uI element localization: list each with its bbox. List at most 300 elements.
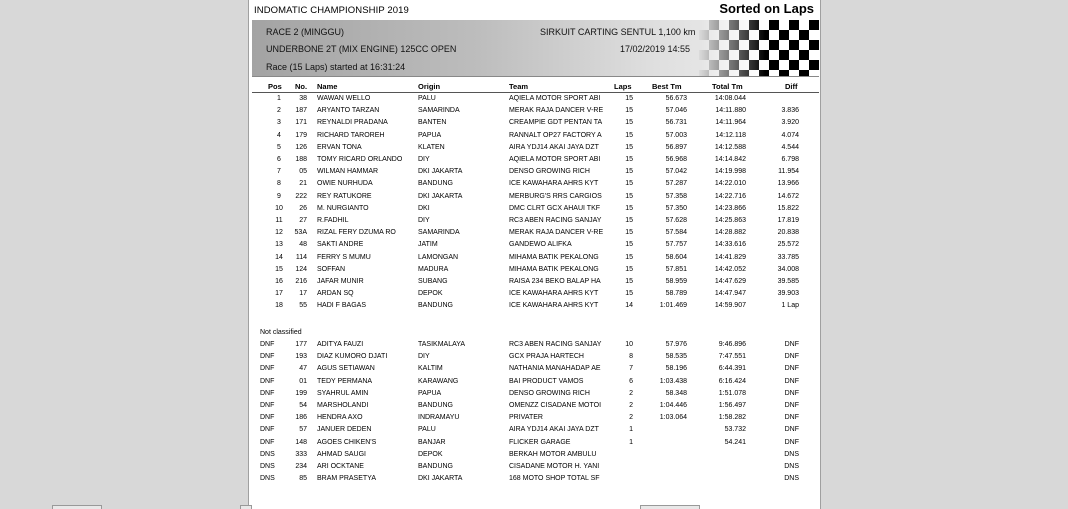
cell-team: RC3 ABEN RACING SANJAY — [509, 217, 602, 224]
cell-laps: 15 — [625, 107, 633, 115]
cell-pos: DNS — [260, 450, 275, 458]
cell-number: 177 — [295, 341, 307, 348]
cell-number: 57 — [299, 426, 307, 434]
cell-diff: DNF — [784, 414, 799, 422]
cell-name: WILMAN HAMMAR — [317, 168, 379, 176]
cell-name: BRAM PRASETYA — [317, 475, 376, 483]
race-start: Race (15 Laps) started at 16:31:24 — [266, 62, 406, 72]
cell-best-time: 58.535 — [665, 353, 687, 361]
cell-laps: 2 — [629, 389, 633, 397]
table-row — [249, 266, 820, 278]
cell-team: AQIELA MOTOR SPORT ABI — [509, 156, 601, 163]
cell-number: 333 — [295, 450, 307, 458]
cell-total-time: 6:16.424 — [718, 377, 746, 385]
cell-team: DMC CLRT GCX AHAUI TKF — [509, 204, 601, 212]
cell-team: AIRA YDJ14 AKAI JAYA DZT — [509, 426, 599, 434]
cell-team: 168 MOTO SHOP TOTAL SF — [509, 475, 600, 483]
cell-team: RANNALT OP27 FACTORY A — [509, 131, 602, 139]
not-classified-label: Not classified — [260, 329, 302, 336]
cell-pos: DNS — [260, 463, 275, 470]
checkered-flag-icon — [699, 20, 819, 76]
cell-origin: PALU — [418, 426, 436, 434]
cell-pos: 4 — [277, 131, 281, 139]
cell-laps: 10 — [625, 341, 633, 348]
col-team: Team — [509, 82, 529, 91]
cell-pos: 11 — [275, 217, 283, 224]
cell-origin: DEPOK — [418, 290, 443, 298]
cell-pos: 10 — [275, 204, 283, 212]
cell-origin: DKI JAKARTA — [418, 192, 463, 200]
cell-best-time: 58.789 — [665, 290, 687, 298]
cell-total-time: 14:22.010 — [714, 180, 746, 188]
cell-best-time: 57.358 — [665, 192, 687, 200]
cell-origin: DKI JAKARTA — [418, 475, 463, 483]
title-bar — [249, 0, 820, 20]
cell-laps: 15 — [625, 253, 633, 261]
header-divider — [252, 76, 819, 77]
cell-pos: DNF — [260, 402, 275, 409]
cell-best-time: 57.003 — [665, 131, 687, 139]
cell-pos: DNS — [260, 475, 275, 483]
cell-laps: 14 — [625, 302, 633, 310]
cell-diff: 33.785 — [777, 253, 799, 261]
race-header — [252, 20, 819, 76]
cell-total-time: 14:12.118 — [715, 131, 746, 139]
cell-name: REY RATUKORE — [317, 192, 372, 200]
table-row — [249, 353, 820, 365]
col-no: No. — [295, 82, 308, 91]
cell-number: 126 — [295, 143, 307, 151]
cell-best-time: 58.959 — [665, 278, 687, 285]
cell-name: JAFAR MUNIR — [317, 278, 364, 285]
cell-total-time: 14:47.629 — [714, 278, 746, 285]
cell-laps: 15 — [625, 217, 633, 224]
cell-best-time: 58.348 — [665, 389, 687, 397]
cell-number: 216 — [295, 278, 307, 285]
cell-team: RAISA 234 BEKO BALAP HA — [509, 278, 601, 285]
cell-number: 01 — [299, 377, 307, 385]
cell-laps: 15 — [625, 180, 633, 188]
cell-number: 187 — [295, 107, 307, 115]
cell-total-time: 1:58.282 — [718, 414, 746, 422]
cell-pos: 1 — [277, 95, 281, 102]
cell-diff: DNF — [784, 389, 799, 397]
table-row — [249, 414, 820, 426]
cell-origin: MADURA — [418, 265, 449, 273]
cell-number: 21 — [299, 180, 307, 188]
cell-pos: 9 — [277, 192, 281, 200]
cell-origin: BANDUNG — [418, 180, 454, 188]
cell-best-time: 57.628 — [665, 217, 687, 224]
cell-number: 188 — [295, 156, 307, 163]
table-row — [249, 365, 820, 377]
cell-best-time: 57.046 — [665, 107, 687, 115]
cell-team: OMENZZ CISADANE MOTOI — [509, 402, 602, 409]
cell-total-time: 14:25.863 — [714, 217, 746, 224]
cell-name: TOMY RICARD ORLANDO — [317, 156, 403, 163]
cell-best-time: 57.584 — [665, 229, 687, 237]
cell-team: MIHAMA BATIK PEKALONG — [509, 265, 599, 273]
cell-number: 148 — [295, 438, 307, 446]
cell-laps: 8 — [629, 353, 633, 361]
cell-best-time: 56.897 — [665, 143, 687, 151]
cell-laps: 15 — [625, 168, 633, 176]
cell-pos: DNF — [260, 353, 275, 361]
cell-origin: KARAWANG — [418, 377, 459, 385]
cell-team: GANDEWO ALIFKA — [509, 241, 572, 249]
cell-name: FERRY S MUMU — [317, 253, 371, 261]
cell-laps: 15 — [625, 95, 633, 102]
cell-best-time: 1:01.469 — [659, 302, 687, 310]
cell-number: 53A — [294, 229, 307, 237]
cell-diff: 3.920 — [781, 119, 799, 127]
cell-pos: 15 — [275, 265, 283, 273]
cell-number: 26 — [299, 204, 307, 212]
table-row — [249, 156, 820, 168]
cell-name: WAWAN WELLO — [317, 95, 371, 102]
cell-team: MERBURG'S RRS CARGIOS — [509, 192, 602, 200]
cell-origin: DKI JAKARTA — [418, 168, 463, 176]
cell-diff: DNS — [784, 463, 799, 470]
cell-total-time: 14:12.588 — [714, 143, 746, 151]
cell-origin: DEPOK — [418, 450, 443, 458]
bottom-tab[interactable] — [640, 505, 700, 509]
cell-diff: 11.954 — [778, 168, 799, 176]
cell-diff: 4.544 — [781, 143, 799, 151]
table-row — [249, 426, 820, 438]
cell-diff: DNF — [784, 377, 799, 385]
cell-pos: DNF — [260, 414, 275, 422]
cell-name: HENDRA AXO — [317, 414, 363, 422]
cell-total-time: 6:44.391 — [718, 365, 746, 373]
race-date: 17/02/2019 14:55 — [620, 44, 691, 54]
table-row — [249, 439, 820, 451]
cell-pos: 17 — [275, 290, 283, 298]
col-diff: Diff — [785, 82, 798, 91]
cell-pos: 3 — [277, 119, 281, 127]
window-bottom-strip — [0, 505, 1068, 509]
table-row — [249, 402, 820, 414]
cell-total-time: 1:51.078 — [718, 389, 746, 397]
cell-team: MERAK RAJA DANCER V-RE — [509, 107, 604, 115]
cell-diff: DNF — [784, 438, 799, 446]
cell-laps: 15 — [625, 290, 633, 298]
table-row — [249, 229, 820, 241]
cell-name: JANUER DEDEN — [317, 426, 372, 434]
cell-name: ERVAN TONA — [317, 143, 362, 151]
sort-label: Sorted on Laps — [719, 1, 814, 16]
cell-total-time: 14:59.907 — [714, 302, 746, 310]
cell-laps: 2 — [629, 402, 633, 409]
cell-origin: PAPUA — [418, 131, 442, 139]
cell-team: AIRA YDJ14 AKAI JAYA DZT — [509, 143, 599, 151]
cell-number: 55 — [299, 302, 307, 310]
cell-laps: 2 — [629, 414, 633, 422]
cell-pos: 6 — [277, 156, 281, 163]
col-pos: Pos — [268, 82, 282, 91]
cell-number: 171 — [295, 119, 307, 127]
table-row — [249, 278, 820, 290]
cell-origin: DIY — [418, 156, 430, 163]
cell-total-time: 1:56.497 — [718, 402, 746, 409]
cell-total-time: 9:46.896 — [718, 341, 746, 348]
table-row — [249, 302, 820, 314]
cell-total-time: 53.732 — [724, 426, 746, 434]
cell-origin: PALU — [418, 95, 436, 102]
cell-total-time: 14:28.882 — [714, 229, 746, 237]
cell-best-time: 57.287 — [665, 180, 687, 188]
cell-name: RICHARD TAROREH — [317, 131, 385, 139]
cell-origin: KALTIM — [418, 365, 443, 373]
cell-name: DIAZ KUMORO DJATI — [317, 353, 388, 361]
table-row — [249, 168, 820, 180]
cell-laps: 15 — [625, 229, 633, 237]
cell-total-time: 14:11.880 — [715, 107, 746, 115]
cell-team: NATHANIA MANAHADAP AE — [509, 365, 601, 373]
cell-total-time: 14:42.052 — [714, 265, 746, 273]
table-row — [249, 193, 820, 205]
race-name: RACE 2 (MINGGU) — [266, 27, 345, 37]
cell-diff: DNF — [784, 426, 799, 434]
cell-diff: 17.819 — [777, 217, 799, 224]
cell-number: 48 — [299, 241, 307, 249]
cell-pos: 7 — [277, 168, 281, 176]
table-row — [249, 95, 820, 107]
cell-laps: 15 — [625, 143, 633, 151]
cell-name: AGOES CHIKEN'S — [317, 438, 377, 446]
cell-origin: SAMARINDA — [418, 107, 460, 115]
cell-number: 27 — [299, 217, 307, 224]
cell-number: 124 — [295, 265, 307, 273]
cell-origin: BANDUNG — [418, 463, 454, 470]
table-row — [249, 390, 820, 402]
cell-origin: INDRAMAYU — [418, 414, 460, 422]
cell-diff: 13.966 — [777, 180, 799, 188]
cell-total-time: 14:08.044 — [714, 95, 746, 102]
championship-title: INDOMATIC CHAMPIONSHIP 2019 — [254, 5, 409, 16]
cell-team: MIHAMA BATIK PEKALONG — [509, 253, 599, 261]
cell-origin: BANDUNG — [418, 402, 454, 409]
cell-team: RC3 ABEN RACING SANJAY — [509, 341, 602, 348]
cell-diff: 1 Lap — [781, 302, 799, 310]
cell-number: 222 — [295, 192, 307, 200]
cell-diff: 20.838 — [777, 229, 799, 237]
table-row — [249, 290, 820, 302]
cell-origin: DIY — [418, 217, 430, 224]
bottom-tab[interactable] — [52, 505, 102, 509]
cell-name: SYAHRUL AMIN — [317, 389, 369, 397]
cell-pos: 16 — [275, 278, 283, 285]
cell-laps: 15 — [625, 119, 633, 127]
cell-team: ICE KAWAHARA AHRS KYT — [509, 290, 599, 298]
cell-team: ICE KAWAHARA AHRS KYT — [509, 180, 599, 188]
cell-team: FLICKER GARAGE — [509, 438, 571, 446]
cell-origin: TASIKMALAYA — [418, 341, 466, 348]
cell-pos: DNF — [260, 438, 275, 446]
cell-laps: 15 — [625, 204, 633, 212]
cell-diff: 6.798 — [781, 156, 799, 163]
col-laps: Laps — [614, 82, 632, 91]
cell-laps: 15 — [625, 131, 633, 139]
cell-team: GCX PRAJA HARTECH — [509, 353, 584, 361]
cell-best-time: 57.976 — [665, 341, 687, 348]
table-row — [249, 144, 820, 156]
cell-number: 17 — [299, 290, 307, 298]
cell-origin: SAMARINDA — [418, 229, 460, 237]
cell-best-time: 1:03.438 — [659, 377, 687, 385]
table-row — [249, 378, 820, 390]
table-row — [249, 132, 820, 144]
cell-total-time: 54.241 — [724, 438, 746, 446]
cell-pos: DNF — [260, 365, 275, 373]
cell-best-time: 58.196 — [665, 365, 687, 373]
cell-origin: PAPUA — [418, 389, 442, 397]
cell-best-time: 57.350 — [665, 204, 687, 212]
cell-diff: 3.836 — [781, 107, 799, 115]
table-row — [249, 180, 820, 192]
cell-team: BAI PRODUCT VAMOS — [509, 377, 584, 385]
cell-pos: DNF — [260, 389, 275, 397]
cell-laps: 15 — [625, 241, 633, 249]
cell-best-time: 57.851 — [665, 265, 687, 273]
cell-number: 114 — [295, 253, 307, 261]
cell-total-time: 14:11.964 — [715, 119, 746, 127]
cell-number: 179 — [295, 131, 307, 139]
cell-origin: LAMONGAN — [418, 253, 459, 261]
cell-diff: 39.585 — [777, 278, 799, 285]
table-row — [249, 241, 820, 253]
cell-team: CISADANE MOTOR H. YANI — [509, 463, 600, 470]
cell-laps: 1 — [629, 438, 633, 446]
cell-diff: DNS — [784, 450, 799, 458]
race-class: UNDERBONE 2T (MIX ENGINE) 125CC OPEN — [266, 44, 457, 54]
cell-origin: JATIM — [418, 241, 438, 249]
cell-diff: 39.903 — [777, 290, 799, 298]
cell-best-time: 1:03.064 — [659, 414, 687, 422]
cell-diff: 25.572 — [777, 241, 799, 249]
cell-diff: 4.074 — [781, 131, 799, 139]
cell-total-time: 14:41.829 — [714, 253, 746, 261]
cell-team: BERKAH MOTOR AMBULU — [509, 450, 597, 458]
cell-diff: 34.008 — [777, 265, 799, 273]
cell-team: CREAMPIE GDT PENTAN TA — [509, 119, 603, 127]
cell-diff: DNF — [784, 341, 799, 348]
cell-number: 54 — [299, 402, 307, 409]
cell-name: SAKTI ANDRE — [317, 241, 364, 249]
cell-total-time: 14:14.842 — [714, 156, 746, 163]
cell-number: 186 — [295, 414, 307, 422]
results-page — [248, 0, 821, 509]
cell-pos: 5 — [277, 143, 281, 151]
cell-origin: BANDUNG — [418, 302, 454, 310]
table-row — [249, 463, 820, 475]
cell-total-time: 14:23.866 — [714, 204, 746, 212]
circuit-name: SIRKUIT CARTING SENTUL 1,100 km — [540, 27, 696, 37]
cell-pos: 12 — [275, 229, 283, 237]
cell-number: 38 — [299, 95, 307, 102]
col-best: Best Tm — [652, 82, 682, 91]
cell-laps: 15 — [625, 265, 633, 273]
cell-name: ARDAN SQ — [317, 290, 354, 298]
col-name: Name — [317, 82, 338, 91]
cell-laps: 15 — [625, 156, 633, 163]
table-row — [249, 119, 820, 131]
cell-pos: DNF — [260, 341, 275, 348]
cell-number: 05 — [299, 168, 307, 176]
cell-best-time: 1:04.446 — [659, 402, 687, 409]
cell-name: ARI OCKTANE — [317, 463, 364, 470]
cell-name: RIZAL FERY DZUMA RO — [317, 229, 396, 237]
table-row — [249, 205, 820, 217]
cell-number: 234 — [295, 463, 307, 470]
table-row — [249, 217, 820, 229]
cell-number: 47 — [299, 365, 307, 373]
cell-laps: 1 — [629, 426, 633, 434]
cell-total-time: 14:22.716 — [714, 192, 746, 200]
cell-laps: 15 — [625, 278, 633, 285]
cell-origin: BANTEN — [418, 119, 447, 127]
cell-team: ICE KAWAHARA AHRS KYT — [509, 302, 599, 310]
cell-team: DENSO GROWING RICH — [509, 168, 590, 176]
cell-name: ARYANTO TARZAN — [317, 107, 380, 115]
cell-team: DENSO GROWING RICH — [509, 389, 590, 397]
cell-best-time: 57.042 — [665, 168, 687, 176]
cell-name: ADITYA FAUZI — [317, 341, 364, 348]
cell-number: 193 — [295, 353, 307, 361]
table-row — [249, 254, 820, 266]
cell-pos: 2 — [277, 107, 281, 115]
cell-name: SOFFAN — [317, 265, 346, 273]
cell-laps: 7 — [629, 365, 633, 373]
bottom-tab[interactable] — [240, 505, 252, 509]
cell-total-time: 7:47.551 — [718, 353, 746, 361]
cell-best-time: 58.604 — [665, 253, 687, 261]
cell-origin: DIY — [418, 353, 430, 361]
cell-best-time: 56.673 — [665, 95, 687, 102]
table-row — [249, 475, 820, 487]
cell-origin: DKI — [418, 204, 430, 212]
cell-diff: 14.672 — [777, 192, 799, 200]
cell-diff: DNS — [784, 475, 799, 483]
cell-total-time: 14:19.998 — [714, 168, 746, 176]
cell-name: REYNALDI PRADANA — [317, 119, 388, 127]
cell-name: AHMAD SAUGI — [317, 450, 367, 458]
cell-pos: DNF — [260, 377, 275, 385]
cell-total-time: 14:47.947 — [714, 290, 746, 298]
cell-pos: 13 — [275, 241, 283, 249]
cell-diff: DNF — [784, 365, 799, 373]
cell-diff: DNF — [784, 402, 799, 409]
column-divider — [252, 92, 819, 93]
cell-pos: 8 — [277, 180, 281, 188]
table-row — [249, 341, 820, 353]
cell-name: HADI F BAGAS — [317, 302, 367, 310]
cell-best-time: 56.968 — [665, 156, 687, 163]
cell-number: 85 — [299, 475, 307, 483]
cell-best-time: 56.731 — [665, 119, 687, 127]
cell-pos: 18 — [275, 302, 283, 310]
col-total: Total Tm — [712, 82, 743, 91]
cell-name: M. NURGIANTO — [317, 204, 369, 212]
cell-name: OWIE NURHUDA — [317, 180, 373, 188]
cell-origin: SUBANG — [418, 278, 448, 285]
cell-name: R.FADHIL — [317, 217, 349, 224]
cell-laps: 15 — [625, 192, 633, 200]
cell-best-time: 57.757 — [665, 241, 687, 249]
cell-total-time: 14:33.616 — [714, 241, 746, 249]
table-row — [249, 107, 820, 119]
table-row — [249, 451, 820, 463]
